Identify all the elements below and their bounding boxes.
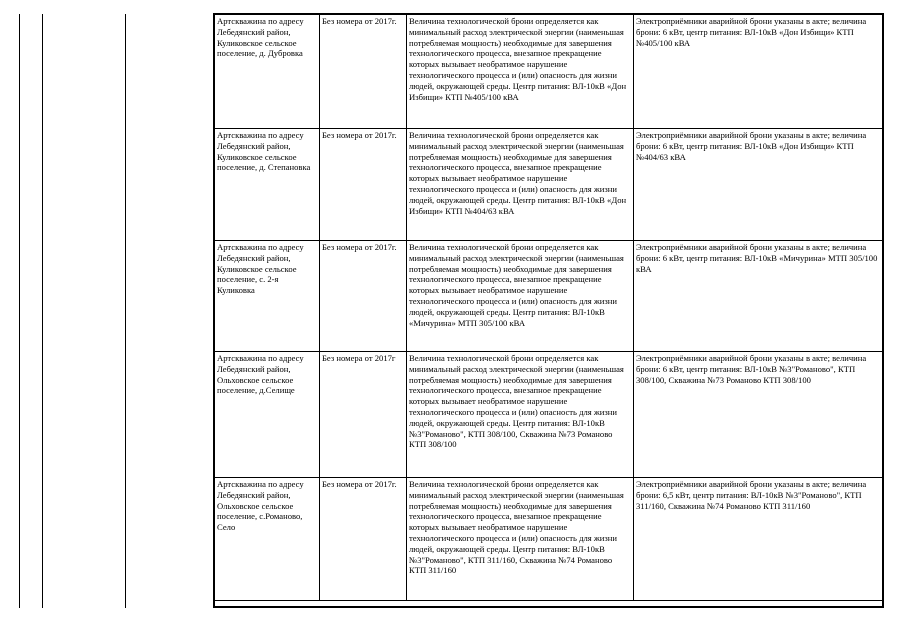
description-cell: Величина технологической брони определяется как минимальный расход электрической энергии (наименьшая потребляемая мощность) необходимые для завершения технологического процесса, внезапное прекращение которых вызывает необратимое нарушение технологического процесса и (или) опасность для жизни людей, окружающей среды. Центр питания: ВЛ-10кВ №3"Романово", КТП 311/160, Скважина №74 Романово КТП 311/160 [407,478,634,601]
document-number-cell: Без номера от 2017г. [320,241,407,352]
margin-rule-3 [125,14,126,608]
description-cell: Величина технологической брони определяется как минимальный расход электрической энергии (наименьшая потребляемая мощность) необходимые для завершения технологического процесса, внезапное прекращение которых вызывает необратимое нарушение технологического процесса и (или) опасность для жизни людей, окружающей среды. Центр питания: ВЛ-10кВ «Дон Избищи» КТП №405/100 кВА [407,15,634,129]
table-row [215,15,884,129]
document-number-cell: Без номера от 2017г [320,352,407,478]
margin-rule-2 [42,14,43,608]
location-cell: Артскважина по адресу Лебедянский район, Куликовское сельское поселение, д. Дубровка [215,15,320,129]
margin-rule-1 [19,14,20,608]
table-row [215,241,884,352]
document-number-cell: Без номера от 2017г. [320,129,407,241]
description-cell: Величина технологической брони определяется как минимальный расход электрической энергии (наименьшая потребляемая мощность) необходимые для завершения технологического процесса, внезапное прекращение которых вызывает необратимое нарушение технологического процесса и (или) опасность для жизни людей, окружающей среды. Центр питания: ВЛ-10кВ «Мичурина» МТП 305/100 кВА [407,241,634,352]
notes-cell: Электроприёмники аварийной брони указаны в акте; величина брони: 6 кВт, центр питания: ВЛ-10кВ «Дон Избищи» КТП №404/63 кВА [634,129,884,241]
description-cell: Величина технологической брони определяется как минимальный расход электрической энергии (наименьшая потребляемая мощность) необходимые для завершения технологического процесса, внезапное прекращение которых вызывает необратимое нарушение технологического процесса и (или) опасность для жизни людей, окружающей среды. Центр питания: ВЛ-10кВ «Дон Избищи» КТП №404/63 кВА [407,129,634,241]
table-row [215,352,884,478]
notes-cell: Электроприёмники аварийной брони указаны в акте; величина брони: 6 кВт, центр питания: ВЛ-10кВ «Мичурина» МТП 305/100 кВА [634,241,884,352]
location-cell: Артскважина по адресу Лебедянский район, Куликовское сельское поселение, д. Степановка [215,129,320,241]
document-number-cell: Без номера от 2017г. [320,478,407,601]
notes-cell: Электроприёмники аварийной брони указаны в акте; величина брони: 6 кВт, центр питания: ВЛ-10кВ №3"Романово", КТП 308/100, Скважина №73 Романово КТП 308/100 [634,352,884,478]
table-row [215,129,884,241]
notes-cell: Электроприёмники аварийной брони указаны в акте; величина брони: 6 кВт, центр питания: ВЛ-10кВ «Дон Избищи» КТП №405/100 кВА [634,15,884,129]
notes-cell: Электроприёмники аварийной брони указаны в акте; величина брони: 6,5 кВт, центр питания: ВЛ-10кВ №3"Романово", КТП 311/160, Скважина №74 Романово КТП 311/160 [634,478,884,601]
table-row [215,478,884,601]
location-cell: Артскважина по адресу Лебедянский район, Ольховское сельское поселение, с.Романово, Село [215,478,320,601]
location-cell: Артскважина по адресу Лебедянский район, Ольховское сельское поселение, д.Селище [215,352,320,478]
description-cell: Величина технологической брони определяется как минимальный расход электрической энергии (наименьшая потребляемая мощность) необходимые для завершения технологического процесса, внезапное прекращение которых вызывает необратимое нарушение технологического процесса и (или) опасность для жизни людей, окружающей среды. Центр питания: ВЛ-10кВ №3"Романово", КТП 308/100, Скважина №73 Романово КТП 308/100 [407,352,634,478]
document-number-cell: Без номера от 2017г. [320,15,407,129]
location-cell: Артскважина по адресу Лебедянский район, Куликовское сельское поселение, с. 2-я Куликовка [215,241,320,352]
reservation-table [214,14,884,601]
